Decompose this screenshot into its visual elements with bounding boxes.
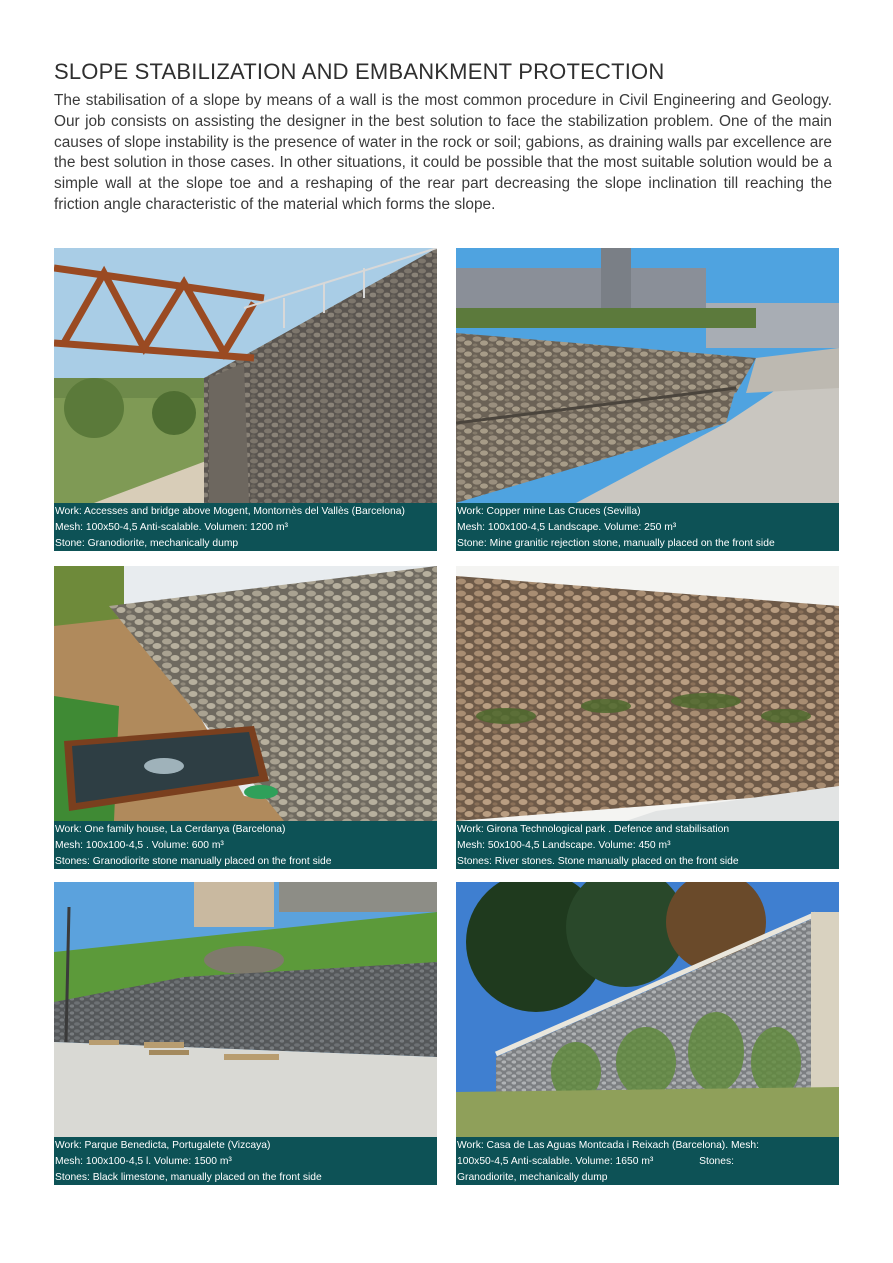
project-caption — [54, 821, 437, 869]
caption-stone: Stone: Granodiorite, mechanically dump — [55, 538, 239, 549]
caption-work: Work: Accesses and bridge above Mogent, Montornès del Vallès (Barcelona) — [55, 506, 405, 517]
caption-mesh: Mesh: 100x100-4,5 Landscape. Volume: 250 m³ — [457, 522, 677, 533]
project-card — [54, 248, 437, 551]
project-photo — [456, 882, 839, 1137]
project-card — [54, 882, 437, 1185]
caption-mesh: Mesh: 50x100-4,5 Landscape. Volume: 450 m³ — [457, 840, 671, 851]
caption-mesh: Mesh: 100x100-4,5 . Volume: 600 m³ — [55, 840, 224, 851]
caption-mesh: 100x50-4,5 Anti-scalable. Volume: 1650 m³ Stones: — [457, 1156, 735, 1167]
project-card — [54, 566, 437, 869]
caption-work: Work: Casa de Las Aguas Montcada i Reixach (Barcelona). Mesh: — [457, 1140, 759, 1151]
project-photo — [54, 882, 437, 1137]
project-photo — [54, 566, 437, 821]
project-caption — [456, 821, 839, 869]
caption-stone: Stones: Granodiorite stone manually placed on the front side — [55, 856, 332, 867]
project-caption — [54, 503, 437, 551]
caption-work: Work: Girona Technological park . Defence and stabilisation — [457, 824, 730, 835]
caption-mesh: Mesh: 100x50-4,5 Anti-scalable. Volumen: 1200 m³ — [55, 522, 288, 533]
project-card — [456, 882, 839, 1185]
project-caption — [54, 1137, 437, 1185]
caption-work: Work: Copper mine Las Cruces (Sevilla) — [457, 506, 641, 517]
project-caption — [456, 1137, 839, 1185]
caption-stone: Stones: Black limestone, manually placed on the front side — [55, 1172, 322, 1183]
caption-stone: Stones: River stones. Stone manually placed on the front side — [457, 856, 739, 867]
caption-stone: Stone: Mine granitic rejection stone, manually placed on the front side — [457, 538, 775, 549]
project-photo — [456, 566, 839, 821]
page-title: SLOPE STABILIZATION AND EMBANKMENT PROTECTION — [54, 59, 665, 84]
intro-paragraph: The stabilisation of a slope by means of a wall is the most common procedure in Civil Engineering and Geology. Our job consists on assisting the designer in the best solution to face the stabilization problem. One of the main causes of slope instability is the presence of water in the rock or soil; gabions, as draining walls par excellence are the best solution in those cases. In other situations, it could be possible that the most suitable solution would be a simple wall at the slope toe and a reshaping of the rear part decreasing the slope inclination till reaching the friction angle characteristic of the material which forms the slope. — [54, 92, 832, 213]
caption-work: Work: Parque Benedicta, Portugalete (Vizcaya) — [55, 1140, 271, 1151]
project-card — [456, 248, 839, 551]
project-caption — [456, 503, 839, 551]
caption-work: Work: One family house, La Cerdanya (Barcelona) — [55, 824, 286, 835]
caption-mesh: Mesh: 100x100-4,5 l. Volume: 1500 m³ — [55, 1156, 232, 1167]
project-photo — [54, 248, 437, 503]
project-photo — [456, 248, 839, 503]
project-card — [456, 566, 839, 869]
caption-stone: Granodiorite, mechanically dump — [457, 1172, 608, 1183]
